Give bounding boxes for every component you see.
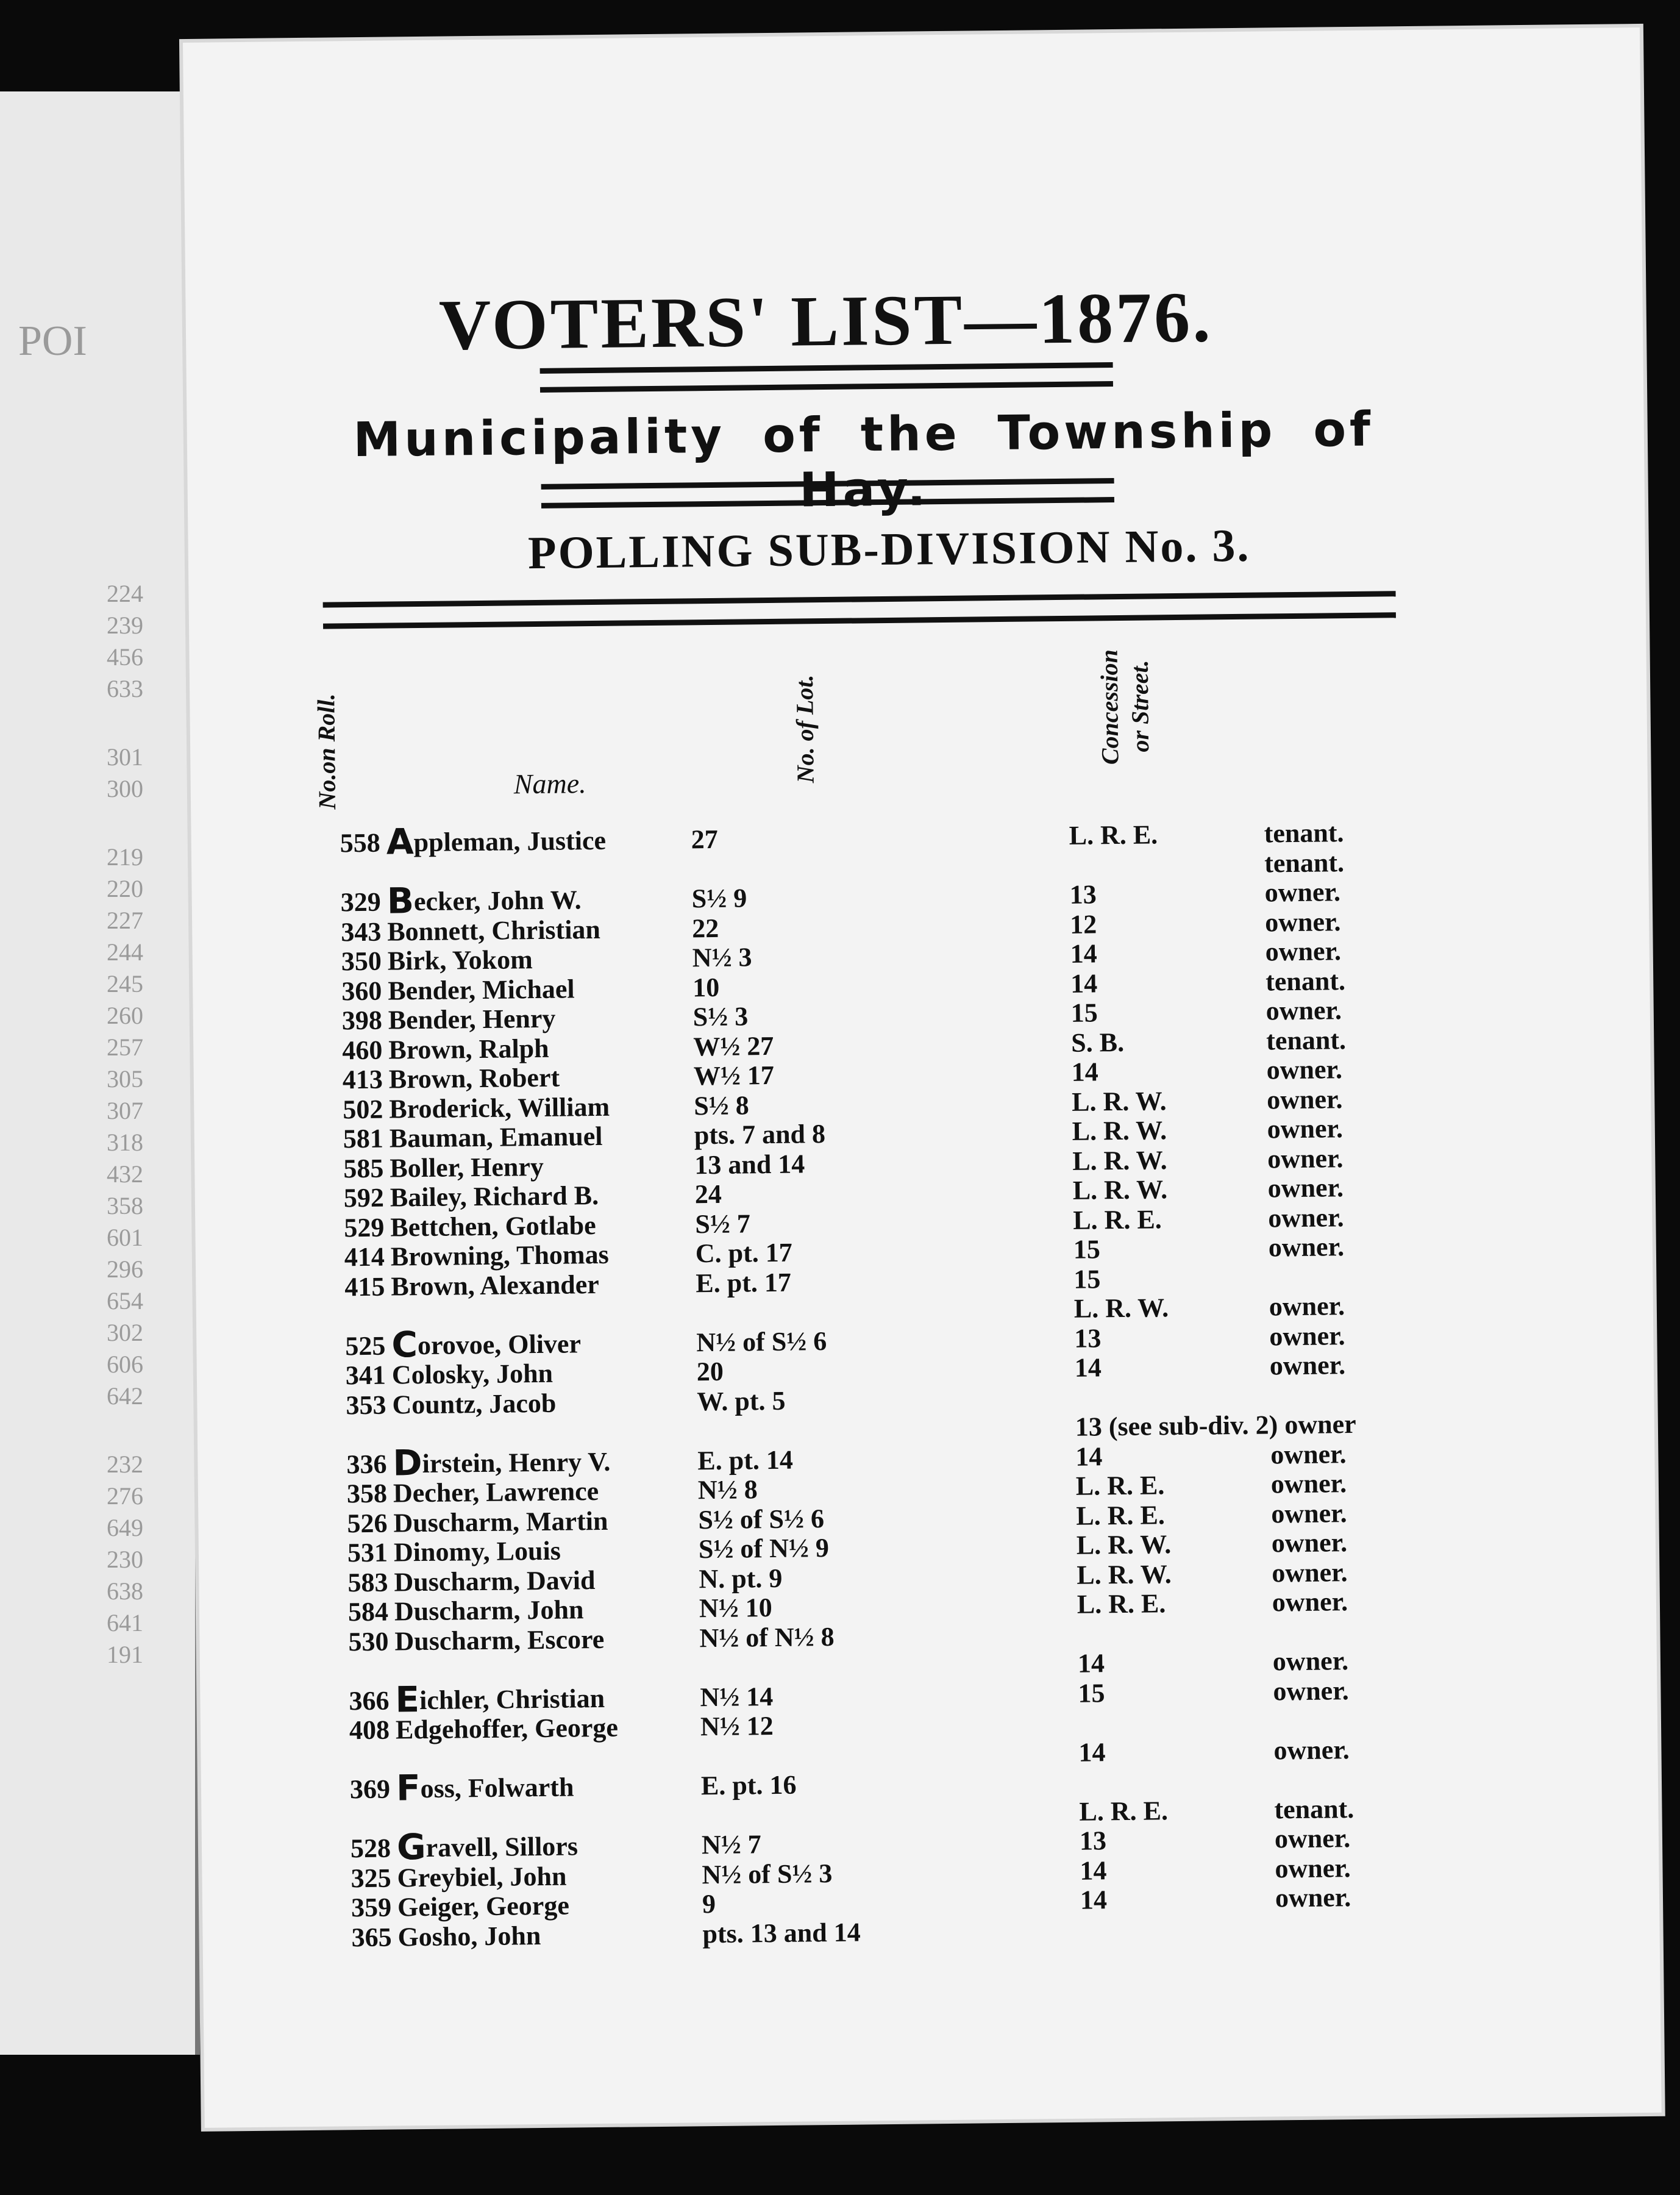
status: owner. [1267, 1143, 1344, 1174]
roll-number: 502 [343, 1094, 383, 1124]
header-concession: Concession [1095, 649, 1124, 765]
voter-name [387, 913, 600, 947]
roll-number: 528 [350, 1833, 391, 1864]
voter-name [391, 1268, 599, 1302]
lot-number: S½ of N½ 9 [698, 1533, 830, 1565]
lot-number: W½ 27 [693, 1030, 774, 1062]
voter-name [393, 1505, 608, 1538]
roll-number: 460 [342, 1035, 383, 1065]
left-page-number: 219 [107, 843, 143, 871]
left-page-number: 601 [107, 1224, 143, 1251]
status: owner. [1267, 1172, 1344, 1204]
roll-number: 343 [341, 916, 382, 947]
status: tenant. [1274, 1793, 1354, 1824]
voter-name-text: Brown, Robert [388, 1062, 560, 1094]
voter-name-text: Bender, Henry [388, 1003, 556, 1035]
table-row [194, 1143, 1344, 1185]
left-page-number: 230 [107, 1546, 143, 1573]
initial-capital: G [396, 1826, 426, 1868]
table-row [199, 1621, 835, 1658]
left-page-number: 239 [107, 612, 143, 639]
table-row [191, 847, 1345, 889]
lot-number: 9 [702, 1889, 716, 1919]
concession: L. R. E. [1079, 1795, 1169, 1827]
initial-capital: E [395, 1678, 420, 1720]
left-page-number: 301 [107, 743, 143, 771]
left-page-number: 232 [107, 1451, 143, 1478]
voter-name-text: Duscharm, David [394, 1565, 596, 1597]
concession: L. R. W. [1076, 1529, 1172, 1560]
concession: 15 [1078, 1677, 1105, 1708]
table-row [195, 1202, 1344, 1244]
voter-name [390, 1151, 544, 1183]
voter-name-text: ravell, Sillors [425, 1831, 578, 1863]
voter-name [392, 1358, 553, 1391]
concession: L. R. W. [1072, 1115, 1167, 1146]
voter-name-text: Boller, Henry [390, 1151, 544, 1183]
voter-name [386, 880, 582, 922]
concession: 14 [1071, 1057, 1099, 1087]
roll-number: 360 [341, 976, 382, 1006]
lot-number: 10 [692, 972, 720, 1002]
concession: 13 (see sub-div. 2) owner [1075, 1408, 1356, 1442]
status: owner. [1266, 1083, 1343, 1115]
concession: 15 [1073, 1234, 1101, 1265]
concession: L. R. W. [1072, 1144, 1167, 1176]
concession: 14 [1080, 1885, 1108, 1915]
status: tenant. [1265, 965, 1346, 996]
voter-name-text: ecker, John W. [413, 885, 582, 917]
voter-name [394, 1535, 561, 1568]
status: owner. [1272, 1646, 1349, 1677]
roll-number: 583 [347, 1567, 388, 1597]
table-row [198, 1468, 1347, 1510]
voter-name-text: Bonnett, Christian [387, 914, 601, 947]
initial-capital: D [393, 1441, 422, 1484]
status: tenant. [1264, 818, 1344, 849]
voter-name [391, 1239, 609, 1272]
concession: 15 [1073, 1263, 1101, 1294]
initial-capital: C [391, 1323, 418, 1366]
voter-name-text: Bettchen, Gotlabe [390, 1210, 596, 1243]
roll-number: 415 [344, 1271, 385, 1302]
voter-name-text: Edgehoffer, George [395, 1712, 619, 1745]
roll-number: 365 [351, 1922, 392, 1952]
table-row [198, 1497, 1347, 1540]
voter-name [393, 1476, 599, 1509]
voter-name-text: Duscharm, Martin [393, 1505, 608, 1538]
left-page-number: 227 [107, 907, 143, 934]
roll-number: 581 [343, 1123, 384, 1154]
left-page-number: 641 [107, 1609, 143, 1636]
concession: 12 [1069, 908, 1097, 940]
left-page-number: 224 [107, 580, 143, 607]
voter-name-text: Decher, Lawrence [393, 1476, 599, 1508]
concession: L. R. E. [1069, 819, 1158, 851]
table-row [192, 877, 1341, 922]
left-page-number: 300 [107, 775, 143, 802]
voter-name [389, 1062, 560, 1095]
voter-name [388, 1032, 549, 1065]
left-page-number: 633 [107, 675, 143, 702]
roll-number: 359 [351, 1892, 392, 1923]
concession: L. R. E. [1076, 1499, 1166, 1531]
voter-name-text: Browning, Thomas [390, 1239, 609, 1272]
status: owner. [1269, 1291, 1345, 1322]
status: owner. [1265, 936, 1342, 967]
voter-name-text: oss, Folwarth [420, 1772, 574, 1804]
lot-number: E. pt. 14 [697, 1444, 794, 1476]
left-page-number: 606 [107, 1351, 143, 1378]
header-street: or Street. [1125, 660, 1155, 752]
header-lot: No. of Lot. [790, 674, 819, 783]
voter-name [394, 1594, 584, 1627]
status: tenant. [1265, 1024, 1347, 1055]
polling-rule [323, 591, 1396, 629]
table-row [193, 1024, 1347, 1066]
table-row [202, 1917, 861, 1954]
roll-number: 325 [351, 1863, 391, 1893]
status: tenant. [1264, 847, 1345, 878]
status: owner. [1266, 1054, 1343, 1085]
left-facing-page [0, 91, 200, 2055]
lot-number: N½ 7 [701, 1829, 762, 1860]
concession: L. R. E. [1073, 1204, 1162, 1235]
initial-capital: A [386, 821, 414, 863]
voter-name [390, 1121, 603, 1154]
voter-name [394, 1623, 604, 1657]
voter-name-text: orovoe, Oliver [417, 1328, 582, 1360]
lot-number: pts. 13 and 14 [702, 1917, 861, 1949]
polling-division-heading: POLLING SUB-DIVISION No. 3. [527, 519, 1251, 579]
concession: L. R. W. [1072, 1174, 1168, 1205]
roll-number: 414 [344, 1241, 385, 1272]
roll-number: 526 [347, 1508, 388, 1538]
roll-number: 530 [348, 1626, 389, 1657]
left-page-number: 257 [107, 1033, 143, 1061]
table-row [201, 1767, 797, 1809]
voter-name-text: Brown, Alexander [391, 1269, 600, 1302]
left-page-number: 649 [107, 1514, 143, 1541]
lot-number: 24 [694, 1179, 722, 1210]
initial-capital: F [396, 1767, 421, 1809]
voter-name [393, 1441, 611, 1484]
lot-number: S½ 7 [695, 1208, 751, 1239]
concession: 13 [1074, 1322, 1102, 1354]
lot-number: S½ 3 [692, 1001, 749, 1032]
roll-number: 329 [340, 887, 382, 918]
voter-name-text: Duscharm, John [394, 1594, 584, 1627]
table-row [197, 1350, 1346, 1392]
lot-number: N½ 10 [699, 1593, 772, 1624]
concession: 14 [1075, 1441, 1103, 1472]
roll-number: 353 [346, 1390, 386, 1420]
voter-name [396, 1826, 578, 1868]
voter-name-text: Bender, Michael [388, 973, 575, 1006]
status: owner. [1273, 1734, 1350, 1765]
voter-name-text: Dinomy, Louis [393, 1535, 561, 1568]
concession: L. R. W. [1073, 1293, 1169, 1324]
lot-number: S½ of S½ 6 [698, 1503, 825, 1535]
voter-name [396, 1712, 618, 1746]
voter-name-text: irstein, Henry V. [422, 1446, 611, 1479]
table-row [193, 995, 1342, 1037]
table-row [200, 1675, 1349, 1720]
roll-number: 529 [344, 1212, 385, 1243]
lot-number: N. pt. 9 [699, 1563, 783, 1594]
left-page-number: 456 [107, 643, 143, 671]
voter-name-text: Colosky, John [391, 1358, 553, 1390]
lot-number: E. pt. 17 [696, 1267, 792, 1298]
status: owner. [1275, 1882, 1351, 1913]
document-page [183, 27, 1662, 2128]
concession: 13 [1079, 1826, 1107, 1856]
voter-name-text: Brown, Ralph [388, 1033, 549, 1065]
lot-number: W½ 17 [693, 1060, 775, 1091]
status: owner. [1269, 1320, 1345, 1351]
roll-number: 525 [345, 1330, 386, 1361]
roll-number: 558 [340, 827, 381, 858]
lot-number: S½ 9 [691, 883, 747, 914]
roll-number: 413 [342, 1064, 383, 1095]
left-page-number: 358 [107, 1192, 143, 1219]
left-page-number: 220 [107, 875, 143, 902]
status: owner. [1275, 1852, 1351, 1883]
status: owner. [1267, 1113, 1344, 1144]
lot-number: 27 [691, 824, 718, 855]
voter-name [391, 1323, 582, 1366]
voter-name-text: Countz, Jacob [392, 1388, 557, 1420]
title-rule [540, 362, 1113, 393]
concession: 13 [1069, 879, 1097, 910]
status: owner. [1270, 1438, 1347, 1469]
voter-name [394, 1565, 596, 1597]
header-name: Name. [513, 768, 586, 800]
left-page-number: 307 [107, 1097, 143, 1124]
voter-name-text: Broderick, William [389, 1091, 610, 1124]
concession: L. R. W. [1072, 1085, 1167, 1117]
status: owner. [1271, 1497, 1347, 1529]
left-page-number: 276 [107, 1482, 143, 1510]
lot-number: pts. 7 and 8 [694, 1119, 826, 1151]
status: owner. [1264, 906, 1341, 937]
status: owner. [1274, 1823, 1351, 1854]
roll-number: 592 [343, 1182, 385, 1213]
lot-number: W. pt. 5 [697, 1385, 786, 1416]
municipality-subtitle: Municipality of the Township of Hay. [353, 402, 1375, 518]
left-page-number: 302 [107, 1319, 143, 1346]
roll-number: 341 [345, 1360, 386, 1391]
table-row [201, 1793, 1354, 1835]
left-page-number: 432 [107, 1160, 143, 1188]
lot-number: E. pt. 16 [700, 1769, 797, 1801]
table-row [192, 906, 1341, 948]
lot-number: 13 and 14 [694, 1148, 805, 1180]
concession: 14 [1070, 968, 1098, 999]
roll-number: 585 [343, 1153, 384, 1183]
status: owner. [1271, 1527, 1348, 1558]
voter-name [396, 1767, 574, 1809]
lot-number: N½ of S½ 6 [696, 1326, 827, 1357]
concession: L. R. E. [1077, 1588, 1166, 1619]
table-row [197, 1385, 786, 1421]
voter-name [390, 1180, 599, 1213]
status: owner. [1270, 1468, 1347, 1499]
status: owner. [1265, 995, 1342, 1026]
left-page-number: 305 [107, 1065, 143, 1093]
left-page-number: 642 [107, 1382, 143, 1410]
roll-number: 398 [341, 1005, 383, 1036]
voter-name [397, 1920, 541, 1952]
voter-name [390, 1210, 596, 1243]
voter-name-text: ppleman, Justice [413, 825, 607, 858]
concession: 15 [1070, 998, 1098, 1028]
table-row [200, 1646, 1349, 1688]
voter-name [397, 1890, 569, 1923]
concession: 14 [1074, 1352, 1102, 1383]
roll-number: 408 [349, 1715, 390, 1746]
roll-number: 531 [347, 1537, 388, 1568]
left-page-number: 191 [107, 1641, 143, 1668]
voter-name [392, 1387, 556, 1420]
lot-number: N½ 8 [697, 1474, 758, 1505]
header-roll: No.on Roll. [312, 693, 341, 810]
voter-name [389, 1091, 610, 1124]
lot-number: 20 [696, 1356, 724, 1387]
lot-number: N½ of N½ 8 [699, 1621, 835, 1653]
initial-capital: B [386, 880, 415, 922]
voter-name-text: Bauman, Emanuel [389, 1121, 603, 1154]
voter-name [388, 973, 575, 1006]
voter-name-text: Geiger, George [397, 1890, 570, 1922]
concession: 14 [1077, 1648, 1105, 1679]
roll-number: 366 [349, 1685, 390, 1716]
voter-name [397, 1860, 566, 1893]
left-page-number: 244 [107, 938, 143, 966]
table-row [191, 818, 1344, 863]
left-page-number: 260 [107, 1002, 143, 1029]
concession: L. R. W. [1077, 1558, 1172, 1590]
lot-number: C. pt. 17 [695, 1237, 792, 1269]
voter-name-text: Gosho, John [397, 1920, 541, 1952]
status: owner. [1269, 1350, 1346, 1381]
concession: 14 [1070, 938, 1097, 969]
left-page-number: 245 [107, 970, 143, 998]
voter-name-text: ichler, Christian [419, 1683, 605, 1715]
roll-number: 584 [347, 1596, 389, 1627]
concession: 14 [1080, 1855, 1107, 1886]
table-row [196, 1291, 1345, 1333]
voter-name [388, 944, 533, 976]
concession: S. B. [1070, 1027, 1125, 1058]
lot-number: 22 [691, 913, 719, 943]
voter-name-text: Greybiel, John [397, 1861, 567, 1893]
roll-number: 358 [346, 1478, 388, 1509]
lot-number: N½ 3 [692, 942, 752, 973]
concession: 14 [1078, 1736, 1106, 1768]
left-page-number: 654 [107, 1287, 143, 1315]
lot-number: N½ of S½ 3 [702, 1858, 833, 1890]
roll-number: 350 [341, 946, 382, 977]
table-row [196, 1320, 1345, 1366]
page-title: VOTERS' LIST—1876. [438, 277, 1214, 365]
left-page-number: 296 [107, 1255, 143, 1283]
voter-name-text: Bailey, Richard B. [390, 1180, 599, 1213]
voter-name-text: Duscharm, Escore [394, 1624, 605, 1657]
lot-number: N½ 12 [700, 1711, 774, 1742]
voter-name [395, 1678, 605, 1720]
roll-number: 369 [349, 1774, 391, 1805]
status: owner. [1264, 877, 1341, 908]
status: owner. [1272, 1557, 1348, 1588]
lot-number: S½ 8 [694, 1090, 750, 1121]
lot-number: N½ 14 [700, 1681, 774, 1712]
status: owner. [1268, 1232, 1345, 1263]
roll-number: 336 [346, 1449, 387, 1479]
concession: L. R. E. [1075, 1470, 1165, 1501]
status: owner. [1272, 1586, 1348, 1618]
table-row [202, 1882, 1351, 1924]
voter-name [388, 1003, 556, 1036]
status: owner. [1273, 1675, 1349, 1706]
table-row [195, 1172, 1344, 1215]
voter-name-text: Birk, Yokom [387, 944, 533, 976]
status: owner. [1268, 1202, 1344, 1233]
left-page-header: POI [18, 318, 87, 365]
table-row [199, 1586, 1348, 1629]
left-page-number: 318 [107, 1129, 143, 1156]
voter-name [386, 821, 607, 863]
left-page-number: 638 [107, 1577, 143, 1605]
table-row [194, 1113, 1344, 1155]
